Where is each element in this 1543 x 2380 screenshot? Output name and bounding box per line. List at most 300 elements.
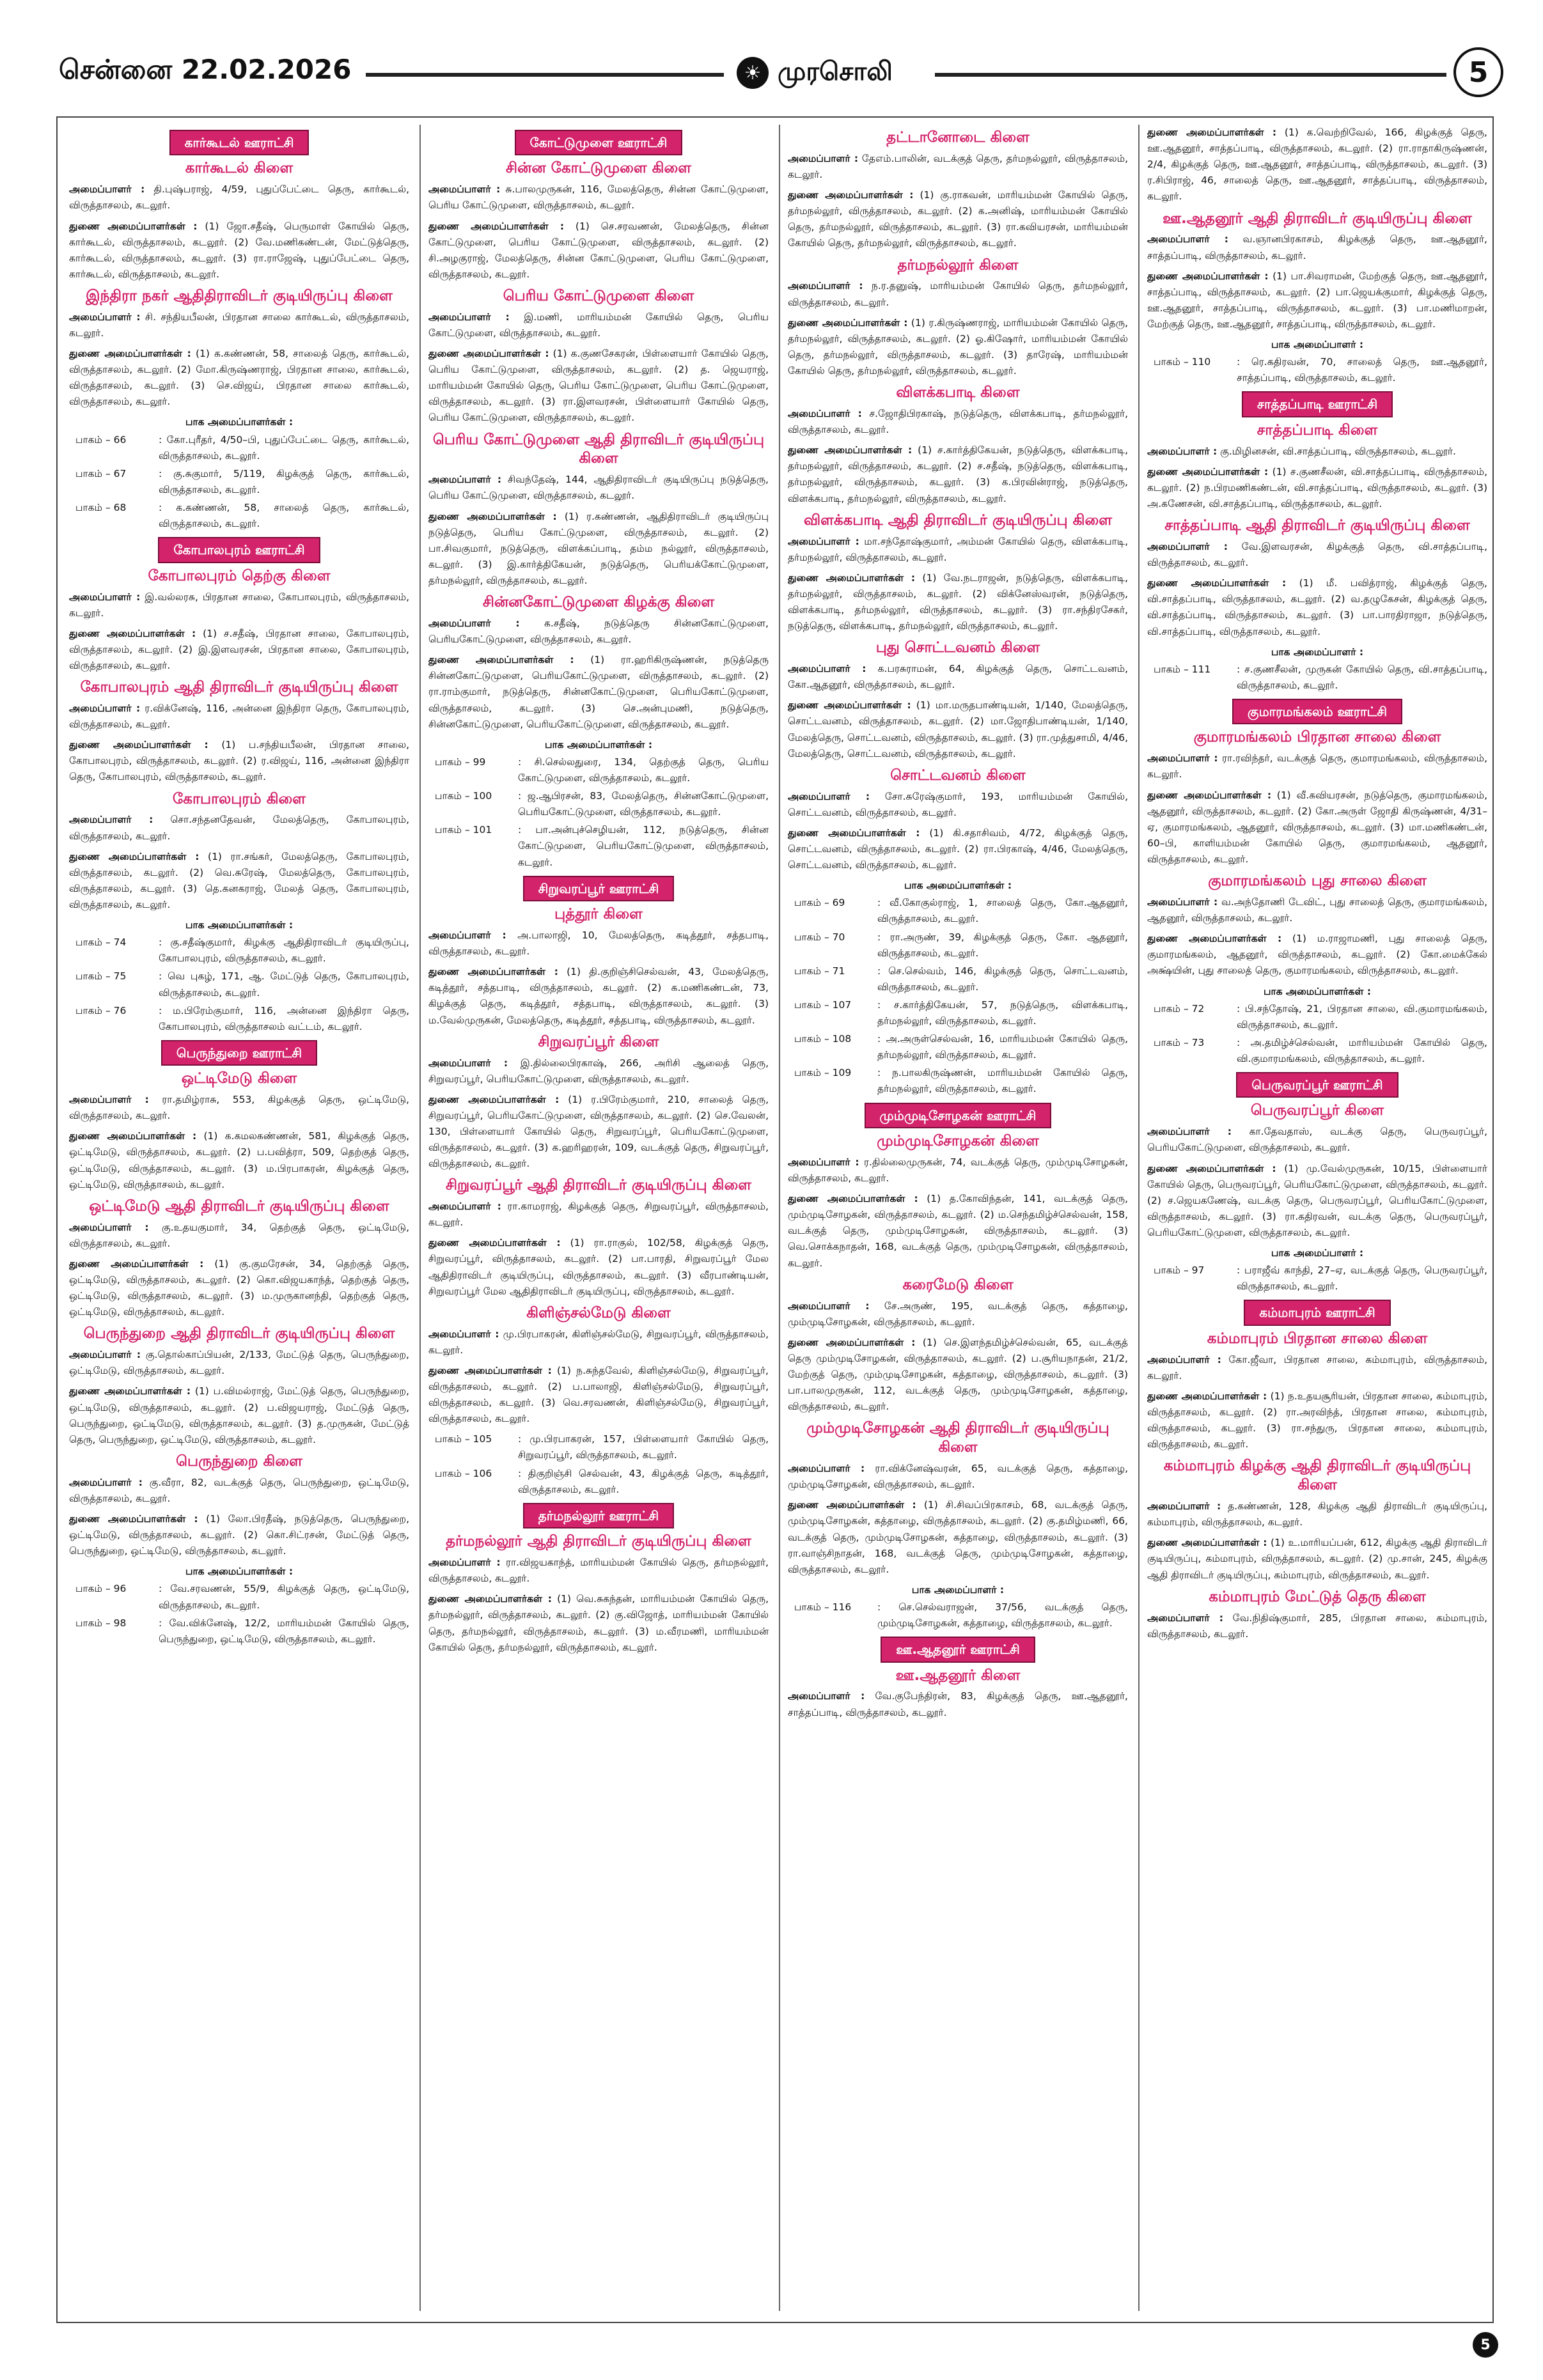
- organizer-details: (1) க.கண்ணன், 58, சாலைத் தெரு, கார்கூடல், விருத்தாசலம், கடலூர். (2) மோ.கிருஷ்ணராஜ், பிரதான சாலை, கார்கூடல், விருத்தாசலம், கடலூர். (3) செ.விஜய், பிரதான சாலை கார்கூடல், விருத்தாசலம், கடலூர்.: [69, 348, 409, 408]
- organizer-details: (1) கு.ராகவன், மாரியம்மன் கோயில் தெரு, தர்மநல்லூர், விருத்தாசலம், கடலூர். (2) க.அனிஷ், மாரியம்மன் கோயில் தெரு, தர்மநல்லூர், விருத்தாசலம், கடலூர். (3) ரா.கவியரசன், மாரியம்மன் கோயில் தெரு, தர்மநல்லூர், விருத்தாசலம், கடலூர்.: [788, 189, 1128, 249]
- ward-row: [69, 466, 409, 498]
- role-label: அமைப்பாளர் :: [788, 152, 859, 164]
- role-label: துணை அமைப்பாளர்கள் :: [1147, 1162, 1276, 1174]
- role-label: துணை அமைப்பாளர்கள் :: [69, 739, 208, 751]
- ward-organizer: : ஜ.ஆபிரசன், 83, மேலத்தெரு, சின்னகோட்டுமுளை, பெரியகோட்டுமுளை, விருத்தாசலம், கடலூர்.: [518, 790, 769, 818]
- organizer-entry: [788, 697, 1128, 761]
- organizer-details: மா.சந்தோஷ்குமார், அம்மன் கோயில் தெரு, விளக்கபாடி, தர்மநல்லூர், விருத்தாசலம், கடலூர்.: [788, 535, 1128, 563]
- role-label: துணை அமைப்பாளர்கள் :: [788, 444, 912, 456]
- ward-organizer: : சி.செல்லதுரை, 134, தெற்குத் தெரு, பெரிய கோட்டுமுளை, விருத்தாசலம், கடலூர்.: [518, 756, 769, 784]
- branch-heading: கோபாலபுரம் கிளை: [172, 790, 306, 807]
- role-label: துணை அமைப்பாளர்கள் :: [69, 1130, 197, 1142]
- organizer-details: (1) ம.ராஜாமணி, புது சாலைத் தெரு, குமாரமங்கலம், ஆதனூர், விருத்தாசலம், கடலூர். (2) கோ.மைக்கேல் அக்ஷ்யின், புது சாலைத் தெரு, குமாரமங்கலம், விருத்தாசலம், கடலூர்.: [1147, 933, 1487, 977]
- branch-heading: தர்மநல்லூர் கிளை: [897, 256, 1019, 274]
- ward-row: [69, 1615, 409, 1647]
- role-label: துணை அமைப்பாளர்கள் :: [1147, 1537, 1267, 1549]
- organizer-entry: [428, 346, 769, 426]
- ward-row: [69, 935, 409, 967]
- ward-number: பாகம் – 71: [794, 965, 845, 977]
- organizer-entry: [788, 789, 1128, 821]
- ward-number: பாகம் – 75: [75, 970, 127, 983]
- role-label: துணை அமைப்பாளர்கள் :: [788, 1336, 916, 1348]
- role-label: அமைப்பாளர் :: [788, 535, 859, 547]
- organizer-details: கு.வீரா, 82, வடக்குத் தெரு, பெருந்துறை, ஒட்டிமேடு, விருத்தாசலம், கடலூர்.: [69, 1476, 409, 1504]
- organizer-entry: [69, 346, 409, 410]
- role-label: அமைப்பாளர் :: [428, 618, 520, 630]
- organizer-details: (1) மா.மருதபாண்டியன், 1/140, மேலத்தெரு, சொட்டவனம், விருத்தாசலம், கடலூர். (2) மா.ஜோதிபாண்டியன், 1/140, மேலத்தெரு, சொட்டவனம், விருத்தாசலம், கடலூர். (3) ரா.முத்துசாமி, 4/46, மேலத்தெரு, சொட்டவனம், விருத்தாசலம், கடலூர்.: [788, 699, 1128, 759]
- ward-organizer: : கு.சதீஷ்குமார், கிழக்கு ஆதிதிராவிடர் குடியிருப்பு, கோபாலபுரம், விருத்தாசலம், கடலூர்.: [159, 937, 409, 965]
- organizer-details: ரா.விக்னேஷ்வரன், 65, வடக்குத் தெரு, கத்தாழை, மும்முடிசோழகன், விருத்தாசலம், கடலூர்.: [788, 1463, 1128, 1491]
- role-label: அமைப்பாளர் :: [788, 1690, 865, 1702]
- ward-number: பாகம் – 109: [794, 1067, 852, 1079]
- organizer-entry: [69, 1475, 409, 1507]
- ward-number: பாகம் – 116: [794, 1601, 852, 1613]
- role-label: துணை அமைப்பாளர்கள் :: [69, 627, 196, 639]
- organizer-details: (1) ஜோ.சதீஷ், பெருமாள் கோயில் தெரு, கார்கூடல், விருத்தாசலம், கடலூர். (2) வே.மணிகண்டன், மேட்டுத்தெரு, கார்கூடல், விருத்தாசலம், கடலூர். (3) ரா.ராஜேஷ், புதுப்பேட்டை தெரு, கார்கூடல், விருத்தாசலம், கடலூர்.: [69, 220, 409, 280]
- role-label: அமைப்பாளர் :: [788, 1156, 859, 1168]
- page-number-badge: 5: [1453, 47, 1503, 97]
- ward-row: [69, 432, 409, 464]
- organizer-details: (1) ந.உதயசூரியன், பிரதான சாலை, கம்மாபுரம், விருத்தாசலம், கடலூர். (2) ரா.அரவிந்த், பிரதான சாலை, கம்மாபுரம், விருத்தாசலம், கடலூர். (3) ரா.சந்துரு, பிரதான சாலை, கம்மாபுரம், விருத்தாசலம், கடலூர்.: [1147, 1390, 1487, 1451]
- organizer-entry: [69, 1256, 409, 1320]
- ward-row: [788, 1065, 1128, 1097]
- ward-organizers-heading: பாக அமைப்பாளர்கள் :: [185, 416, 294, 428]
- panchayat-banner: குமாரமங்கலம் ஊராட்சி: [1232, 699, 1402, 724]
- ward-number: பாகம் – 66: [75, 433, 127, 446]
- ward-number: பாகம் – 108: [794, 1033, 852, 1045]
- ward-row: [69, 1003, 409, 1035]
- branch-heading: குமாரமங்கலம் பிரதான சாலை கிளை: [1193, 729, 1441, 746]
- panchayat-banner: மும்முடிசோழகன் ஊராட்சி: [865, 1103, 1052, 1128]
- role-label: துணை அமைப்பாளர்கள் :: [788, 1193, 918, 1205]
- organizer-entry: [1147, 1610, 1487, 1642]
- branch-heading: கோபாலபுரம் ஆதி திராவிடர் குடியிருப்பு கிளை: [80, 679, 398, 696]
- organizer-details: ர.விக்னேஷ், 116, அன்னை இந்திரா தெரு, கோபாலபுரம், விருத்தாசலம், கடலூர்.: [69, 702, 409, 731]
- ward-row: [69, 968, 409, 1000]
- role-label: துணை அமைப்பாளர்கள் :: [428, 220, 565, 232]
- organizer-details: (1) ப.சந்தியபீலன், பிரதான சாலை, கோபாலபுரம், விருத்தாசலம், கடலூர். (2) ர.விஜய், 116, அன்னை இந்திரா தெரு, கோபாலபுரம், விருத்தாசலம், கடலூர்.: [69, 739, 409, 783]
- ward-number: பாகம் – 73: [1154, 1036, 1205, 1048]
- role-label: அமைப்பாளர் :: [788, 663, 866, 675]
- role-label: துணை அமைப்பாளர்கள் :: [1147, 270, 1269, 282]
- organizer-entry: [1147, 788, 1487, 868]
- branch-heading: சின்னகோட்டுமுளை கிழக்கு கிளை: [482, 594, 715, 611]
- ward-organizer: : வே.சரவணன், 55/9, கிழக்குத் தெரு, ஒட்டிமேடு, விருத்தாசலம், கடலூர்.: [159, 1583, 409, 1611]
- panchayat-banner: கம்மாபுரம் ஊராட்சி: [1244, 1300, 1390, 1325]
- rising-sun-icon: ☀: [737, 57, 769, 89]
- ward-organizer: : செ.செல்வம், 146, கிழக்குத் தெரு, சொட்டவனம், விருத்தாசலம், கடலூர்.: [877, 965, 1128, 993]
- ward-number: பாகம் – 68: [75, 502, 127, 514]
- branch-heading: இந்திரா நகர் ஆதிதிராவிடர் குடியிருப்பு கிளை: [86, 287, 393, 304]
- branch-heading: பெரிய கோட்டுமுளை கிளை: [503, 287, 694, 304]
- organizer-details: (1) ச.சதீஷ், பிரதான சாலை, கோபாலபுரம், விருத்தாசலம், கடலூர். (2) இ.இளவரசன், பிரதான சாலை, கோபாலபுரம், விருத்தாசலம், கடலூர்.: [69, 627, 409, 671]
- organizer-details: வ.அந்தோணி டேவிட், புது சாலைத் தெரு, குமாரமங்கலம், ஆதனூர், விருத்தாசலம், கடலூர்.: [1147, 896, 1487, 924]
- branch-heading: பெருவரப்பூர் கிளை: [1250, 1102, 1384, 1119]
- organizer-entry: [788, 570, 1128, 634]
- newspaper-name: முரசொலி: [778, 56, 893, 86]
- role-label: அமைப்பாளர் :: [788, 1300, 870, 1312]
- ward-organizer: : கோ.புரீதர், 4/50–பி, புதுப்பேட்டை தெரு, கார்கூடல், விருத்தாசலம், கடலூர்.: [159, 433, 409, 462]
- role-label: அமைப்பாளர் :: [428, 1201, 501, 1213]
- role-label: அமைப்பாளர் :: [428, 1557, 501, 1569]
- branch-heading: கிளிஞ்சல்மேடு கிளை: [526, 1304, 671, 1321]
- role-label: துணை அமைப்பாளர்கள் :: [69, 1385, 191, 1397]
- branch-heading: கார்கூடல் கிளை: [185, 160, 294, 177]
- organizer-details: ச.ஜோதிபிரகாஷ், நடுத்தெரு, விளக்கபாடி, தர்மநல்லூர், விருத்தாசலம், கடலூர்.: [788, 407, 1128, 436]
- branch-heading: ஊ.ஆதனூர் ஆதி திராவிடர் குடியிருப்பு கிளை: [1163, 210, 1472, 227]
- column-divider: [419, 125, 421, 2311]
- organizer-details: (1) வே.நடராஜன், நடுத்தெரு, விளக்கபாடி, தர்மநல்லூர், விருத்தாசலம், கடலூர். (2) விக்னேஸ்வரன், நடுத்தெரு, விளக்கபாடி, தர்மநல்லூர், விருத்தாசலம், கடலூர். (3) ரா.சந்திரசேகர், நடுத்தெரு, விளக்கபாடி, தர்மநல்லூர், விருத்தாசலம், கடலூர்.: [788, 572, 1128, 632]
- organizer-details: (1) லோ.பிரதீஷ், நடுத்தெரு, பெருந்துறை, ஒட்டிமேடு, விருத்தாசலம், கடலூர். (2) கொ.சிட்ரசன், மேட்டுத் தெரு, பெருந்துறை, ஒட்டிமேடு, விருத்தாசலம், கடலூர்.: [69, 1513, 409, 1557]
- ward-row: [1147, 1263, 1487, 1295]
- role-label: துணை அமைப்பாளர்கள் :: [1147, 789, 1272, 801]
- organizer-details: (1) சி.சிவப்பிரகாசம், 68, வடக்குத் தெரு, மும்முடிசோழகன், கத்தாழை, விருத்தாசலம், கடலூர். (2) கு.தமிழ்மணி, 66, வடக்குத் தெரு, மும்முடிசோழகன், கத்தாழை, விருத்தாசலம், கடலூர். (3) ரா.வாஞ்சிநாதன், 168, வடக்குத் தெரு, மும்முடிசோழகன், கத்தாழை, விருத்தாசலம், கடலூர்.: [788, 1499, 1128, 1575]
- column-divider: [779, 125, 780, 2311]
- column-2: [428, 125, 769, 2311]
- role-label: துணை அமைப்பாளர்கள் :: [69, 348, 191, 360]
- ward-row: [428, 788, 769, 820]
- organizer-details: (1) கி.சதாசிவம், 4/72, கிழக்குத் தெரு, சொட்டவனம், விருத்தாசலம், கடலூர். (2) ரா.பிரகாஷ், 4/46, மேலத்தெரு, சொட்டவனம், விருத்தாசலம், கடலூர்.: [788, 827, 1128, 871]
- organizer-entry: [788, 1298, 1128, 1330]
- panchayat-banner: பெருவரப்பூர் ஊராட்சி: [1236, 1072, 1398, 1098]
- ward-organizer: : பி.சந்தோஷ், 21, பிரதான சாலை, வி.குமாரமங்கலம், விருத்தாசலம், கடலூர்.: [1237, 1002, 1487, 1031]
- role-label: அமைப்பாளர் :: [1147, 1126, 1232, 1138]
- branch-heading: கம்மாபுரம் பிரதான சாலை கிளை: [1207, 1330, 1428, 1347]
- role-label: துணை அமைப்பாளர்கள் :: [428, 1364, 552, 1376]
- organizer-entry: [788, 406, 1128, 438]
- ward-organizers-heading: பாக அமைப்பாளர் :: [1271, 646, 1364, 658]
- role-label: அமைப்பாளர் :: [1147, 1612, 1223, 1624]
- masthead-rule-right: [935, 73, 1446, 77]
- organizer-details: (1) ப.விமல்ராஜ், மேட்டுத் தெரு, பெருந்துறை, ஒட்டிமேடு, விருத்தாசலம், கடலூர். (2) ப.விஜயராஜ், மேட்டுத் தெரு, பெருந்துறை, ஒட்டிமேடு, விருத்தாசலம், கடலூர். (3) த.முருகன், மேட்டுத் தெரு, பெருந்துறை, ஒட்டிமேடு, விருத்தாசலம், கடலூர்.: [69, 1385, 409, 1445]
- ward-number: பாகம் – 101: [435, 824, 492, 836]
- organizer-entry: [1147, 1535, 1487, 1583]
- organizer-entry: [428, 472, 769, 504]
- organizer-details: (1) க.குணசேகரன், பிள்ளையார் கோயில் தெரு, பெரிய கோட்டுமுளை, விருத்தாசலம், கடலூர். (2) த. ஜெயராஜ், மாரியம்மன் கோயில் தெரு, பெரிய கோட்டுமுளை, பெரிய கோட்டுமுளை, விருத்தாசலம், கடலூர். (3) ரா.இளவரசன், பிள்ளையார் கோயில் தெரு, பெரிய கோட்டுமுளை, விருத்தாசலம், கடலூர்.: [428, 348, 769, 424]
- ward-organizer: : ரா.அருண், 39, கிழக்குத் தெரு, கோ. ஆதனூர், விருத்தாசலம், கடலூர்.: [877, 931, 1128, 959]
- organizer-entry: [1147, 539, 1487, 571]
- ward-row: [428, 1466, 769, 1498]
- organizer-entry: [1147, 268, 1487, 332]
- organizer-entry: [1147, 575, 1487, 639]
- organizer-entry: [69, 219, 409, 283]
- ward-organizer: : பா.அன்புச்செழியன், 112, நடுத்தெரு, சின்ன கோட்டுமுளை, பெரியகோட்டுமுளை, விருத்தாசலம், கடலூர்.: [518, 824, 769, 868]
- role-label: அமைப்பாளர் :: [1147, 445, 1218, 457]
- organizer-details: (1) ர.பிரேம்குமார், 210, சாலைத் தெரு, சிறுவரப்பூர், பெரியகோட்டுமுளை, விருத்தாசலம், கடலூர். (2) செ.வேலன், 130, பிள்ளையார் கோயில் தெரு, சிறுவரப்பூர், பெரியகோட்டுமுளை, விருத்தாசலம், கடலூர். (3) க.ஹரிஹரன், 109, வடக்குத் தெரு, சிறுவரப்பூர், விருத்தாசலம், கடலூர்.: [428, 1093, 769, 1170]
- branch-heading: தர்மநல்லூர் ஆதி திராவிடர் குடியிருப்பு கிளை: [446, 1533, 751, 1550]
- role-label: துணை அமைப்பாளர்கள் :: [428, 654, 574, 666]
- organizer-details: வே.குபேந்திரன், 83, கிழக்குத் தெரு, ஊ.ஆதனூர், சாத்தப்பாடி, விருத்தாசலம், கடலூர்.: [788, 1690, 1128, 1718]
- organizer-details: ந.ர.தனுஷ், மாரியம்மன் கோயில் தெரு, தர்மநல்லூர், விருத்தாசலம், கடலூர்.: [788, 280, 1128, 308]
- ward-row: [428, 1431, 769, 1463]
- organizer-details: ரா.காமராஜ், கிழக்குத் தெரு, சிறுவரப்பூர், விருத்தாசலம், கடலூர்.: [428, 1201, 769, 1229]
- role-label: அமைப்பாளர் :: [1147, 1500, 1221, 1513]
- branch-heading: பெருந்துறை கிளை: [176, 1452, 302, 1470]
- role-label: துணை அமைப்பாளர்கள் :: [788, 1499, 916, 1511]
- organizer-entry: [69, 1511, 409, 1559]
- footer-page-number: 5: [1473, 2332, 1498, 2358]
- branch-heading: ஒட்டிமேடு கிளை: [181, 1070, 297, 1087]
- role-label: துணை அமைப்பாளர்கள் :: [428, 510, 557, 522]
- role-label: அமைப்பாளர் :: [788, 280, 863, 292]
- role-label: துணை அமைப்பாளர்கள் :: [788, 699, 911, 712]
- ward-organizer: : வே.விக்னேஷ், 12/2, மாரியம்மன் கோயில் தெரு, பெருந்துறை, ஒட்டிமேடு, விருத்தாசலம், கடலூர்.: [159, 1617, 409, 1645]
- organizer-entry: [69, 589, 409, 621]
- organizer-entry: [428, 652, 769, 733]
- branch-heading: கம்மாபுரம் கிழக்கு ஆதி திராவிடர் குடியிருப்பு கிளை: [1163, 1458, 1471, 1494]
- role-label: அமைப்பாளர் :: [1147, 1353, 1221, 1365]
- role-label: அமைப்பாளர் :: [69, 814, 153, 826]
- organizer-details: இ.தில்லைபிரகாஷ், 266, அரிசி ஆலைத் தெரு, சிறுவரப்பூர், பெரியகோட்டுமுளை, விருத்தாசலம், கடலூர்.: [428, 1057, 769, 1085]
- organizer-details: வே.நிதிஷ்குமார், 285, பிரதான சாலை, கம்மாபுரம், விருத்தாசலம், கடலூர்.: [1147, 1612, 1487, 1640]
- organizer-details: (1) வெ.சுகந்தன், மாரியம்மன் கோயில் தெரு, தர்மநல்லூர், விருத்தாசலம், கடலூர். (2) கு.விஜோத், மாரியம்மன் கோயில் தெரு, தர்மநல்லூர், விருத்தாசலம், கடலூர். (3) ம.வீரமணி, மாரியம்மன் கோயில் தெரு, தர்மநல்லூர், விருத்தாசலம், கடலூர்.: [428, 1593, 769, 1653]
- organizer-entry: [788, 187, 1128, 251]
- organizer-details: (1) ரா.ஹரிகிருஷ்ணன், நடுத்தெரு சின்னகோட்டுமுளை, பெரியகோட்டுமுளை, விருத்தாசலம், கடலூர். (2) ரா.ராம்குமார், நடுத்தெரு, சின்னகோட்டுமுளை, பெரியகோட்டுமுளை, விருத்தாசலம், கடலூர். (3) செ.அன்புமணி, நடுத்தெரு, சின்னகோட்டுமுளை, பெரியகோட்டுமுளை, விருத்தாசலம், கடலூர்.: [428, 654, 769, 730]
- ward-organizer: : க.கண்ணன், 58, சாலைத் தெரு, கார்கூடல், விருத்தாசலம், கடலூர்.: [159, 502, 409, 530]
- organizer-entry: [69, 849, 409, 913]
- organizer-details: கு.மிழினசன், வி.சாத்தப்பாடி, விருத்தாசலம், கடலூர்.: [1217, 445, 1456, 457]
- role-label: துணை அமைப்பாளர்கள் :: [788, 572, 916, 584]
- organizer-details: ரா.ரவிந்தர், வடக்குத் தெரு, குமாரமங்கலம், விருத்தாசலம், கடலூர்.: [1147, 752, 1487, 781]
- column-1: [69, 125, 409, 2311]
- branch-heading: பெரிய கோட்டுமுளை ஆதி திராவிடர் குடியிருப்பு கிளை: [432, 431, 765, 467]
- panchayat-banner: ஊ.ஆதனூர் ஊராட்சி: [881, 1637, 1035, 1662]
- organizer-details: (1) ரா.சங்கர், மேலத்தெரு, கோபாலபுரம், விருத்தாசலம், கடலூர். (2) வெ.சுரேஷ், மேலத்தெரு, கோபாலபுரம், விருத்தாசலம், கடலூர். (3) தெ.கனகராஜ், மேலத் தெரு, கோபாலபுரம், விருத்தாசலம், கடலூர்.: [69, 850, 409, 910]
- role-label: துணை அமைப்பாளர்கள் :: [428, 1237, 561, 1249]
- panchayat-banner: சாத்தப்பாடி ஊராட்சி: [1242, 391, 1393, 417]
- organizer-entry: [1147, 931, 1487, 979]
- organizer-entry: [788, 1191, 1128, 1272]
- ward-number: பாகம் – 98: [75, 1617, 127, 1629]
- organizer-entry: [69, 309, 409, 341]
- branch-heading: கரைமேடு கிளை: [902, 1276, 1014, 1293]
- organizer-details: சொ.சந்தனதேவன், மேலத்தெரு, கோபாலபுரம், விருத்தாசலம், கடலூர்.: [69, 814, 409, 842]
- column-3: [788, 125, 1128, 2311]
- branch-heading: மும்முடிசோழகன் கிளை: [877, 1132, 1039, 1149]
- ward-row: [69, 500, 409, 532]
- organizer-entry: [1147, 1161, 1487, 1241]
- role-label: அமைப்பாளர் :: [69, 1094, 149, 1106]
- role-label: துணை அமைப்பாளர்கள் :: [788, 316, 908, 329]
- branch-heading: புது சொட்டவனம் கிளை: [875, 639, 1040, 657]
- organizer-details: க.பரசுராமன், 64, கிழக்குத் தெரு, சொட்டவனம், கோ.ஆதனூர், விருத்தாசலம், கடலூர்.: [788, 663, 1128, 691]
- organizer-details: ரா.தமிழ்ராசு, 553, கிழக்குத் தெரு, ஒட்டிமேடு, விருத்தாசலம், கடலூர்.: [69, 1094, 409, 1122]
- organizer-entry: [428, 616, 769, 648]
- ward-number: பாகம் – 99: [435, 756, 486, 768]
- organizer-details: (1) தி.குறிஞ்சிசெல்வன், 43, மேலத்தெரு, கடித்தூர், சத்தபாடி, விருத்தாசலம், கடலூர். (2) க.மணிகண்டன், 73, கிழக்குத் தெரு, கடித்தூர், சத்தபாடி, விருத்தாசலம், கடலூர். (3) ம.வேல்முருகன், மேலத்தெரு, கடித்தூர், சத்தபாடி, விருத்தாசலம், கடலூர்.: [428, 966, 769, 1026]
- organizer-entry: [1147, 1124, 1487, 1156]
- role-label: துணை அமைப்பாளர்கள் :: [1147, 933, 1282, 945]
- organizer-details: (1) வீ.கவியரசன், நடுத்தெரு, குமாரமங்கலம், ஆதனூர், விருத்தாசலம், கடலூர். (2) கோ.அருள் ஜோதி கிருஷ்ணன், 4/31–ஏ, குமாரமங்கலம், ஆதனூர், விருத்தாசலம், கடலூர். (3) மா.மணிகண்டன், 60–பி, காளியம்மன் கோயில் தெரு, குமாரமங்கலம், ஆதனூர், விருத்தாசலம், கடலூர்.: [1147, 789, 1487, 865]
- branch-heading: ஒட்டிமேடு ஆதி திராவிடர் குடியிருப்பு கிளை: [89, 1197, 389, 1215]
- organizer-details: க.சதீஷ், நடுத்தெரு சின்னகோட்டுமுளை, பெரியகோட்டுமுளை, விருத்தாசலம், கடலூர்.: [428, 618, 769, 646]
- ward-number: பாகம் – 97: [1154, 1264, 1205, 1277]
- ward-row: [428, 754, 769, 786]
- masthead: [33, 50, 1510, 96]
- organizer-details: சி. சந்தியபீலன், பிரதான சாலை கார்கூடல், விருத்தாசலம், கடலூர்.: [69, 311, 409, 339]
- organizer-details: (1) ச.கார்த்திகேயன், நடுத்தெரு, விளக்கபாடி, தர்மநல்லூர், விருத்தாசலம், கடலூர். (2) ச.சதீஷ், நடுத்தெரு, விளக்கபாடி, தர்மநல்லூர், விருத்தாசலம், கடலூர். (3) க.பிரவின்ராஜ், நடுத்தெரு, விளக்கபாடி, தர்மநல்லூர், விருத்தாசலம், கடலூர்.: [788, 444, 1128, 504]
- ward-organizers-heading: பாக அமைப்பாளர் :: [911, 1583, 1005, 1596]
- organizer-details: கோ.ஜீவா, பிரதான சாலை, கம்மாபுரம், விருத்தாசலம், கடலூர்.: [1147, 1353, 1487, 1381]
- branch-heading: சொட்டவனம் கிளை: [890, 766, 1026, 784]
- role-label: துணை அமைப்பாளர்கள் :: [788, 827, 920, 839]
- organizer-details: த.கண்ணன், 128, கிழக்கு ஆதி திராவிடர் குடியிருப்பு, கம்மாபுரம், விருத்தாசலம், கடலூர்.: [1147, 1500, 1487, 1528]
- organizer-entry: [1147, 464, 1487, 512]
- organizer-details: சே.அருண், 195, வடக்குத் தெரு, கத்தாழை, மும்முடிசோழகன், விருத்தாசலம், கடலூர்.: [788, 1300, 1128, 1328]
- organizer-entry: [428, 1326, 769, 1358]
- role-label: துணை அமைப்பாளர்கள் :: [1147, 465, 1269, 478]
- branch-heading: சிறுவரப்பூர் ஆதி திராவிடர் குடியிருப்பு கிளை: [445, 1177, 752, 1194]
- organizer-entry: [788, 825, 1128, 873]
- organizer-details: வ.ஞானபிரகாசம், கிழக்குத் தெரு, ஊ.ஆதனூர், சாத்தப்பாடி, விருத்தாசலம், கடலூர்.: [1147, 233, 1487, 261]
- ward-row: [428, 822, 769, 870]
- branch-heading: விளக்கபாடி கிளை: [896, 384, 1020, 401]
- ward-row: [1147, 1001, 1487, 1033]
- role-label: துணை அமைப்பாளர்கள் :: [788, 189, 914, 201]
- ward-organizers-heading: பாக அமைப்பாளர்கள் :: [185, 919, 294, 931]
- organizer-details: கு.தொல்காப்பியன், 2/133, மேட்டுத் தெரு, பெருந்துறை, ஒட்டிமேடு, விருத்தாசலம், கடலூர்.: [69, 1349, 409, 1377]
- ward-row: [1147, 662, 1487, 694]
- organizer-entry: [1147, 444, 1487, 460]
- ward-organizer: : ம.பிரேம்குமார், 116, அன்னை இந்திரா தெரு, கோபாலபுரம், விருத்தாசலம் வட்டம், கடலூர்.: [159, 1004, 409, 1032]
- organizer-details: (1) ந.சுந்தவேல், கிளிஞ்சல்மேடு, சிறுவரப்பூர், விருத்தாசலம், கடலூர். (2) ப.பாலாஜி, கிளிஞ்சல்மேடு, சிறுவரப்பூர், விருத்தாசலம், கடலூர். (3) வெ.சரவணன், கிளிஞ்சல்மேடு, சிறுவரப்பூர், விருத்தாசலம், கடலூர்.: [428, 1364, 769, 1425]
- ward-number: பாகம் – 111: [1154, 663, 1211, 675]
- organizer-entry: [428, 1092, 769, 1172]
- organizer-details: (1) மீ. பவித்ராஜ், கிழக்குத் தெரு, வி.சாத்தப்பாடி, விருத்தாசலம், கடலூர். (2) வ.தழுகேசன், கிழக்குத் தெரு, வி.சாத்தப்பாடி, விருத்தாசலம், கடலூர். (3) பா.பாரதிராஜா, நடுத்தெரு, வி.சாத்தப்பாடி, விருத்தாசலம், கடலூர்.: [1147, 577, 1487, 637]
- ward-row: [1147, 354, 1487, 386]
- organizer-details: (1) கு.குமரேசன், 34, தெற்குத் தெரு, ஒட்டிமேடு, விருத்தாசலம், கடலூர். (2) கொ.விஜயகாந்த், தெற்குத் தெரு, ஒட்டிமேடு, விருத்தாசலம், கடலூர். (3) ம.முருகானந்தி, தெற்குத் தெரு, ஒட்டிமேடு, விருத்தாசலம், கடலூர்.: [69, 1257, 409, 1318]
- branch-heading: குமாரமங்கலம் புது சாலை கிளை: [1208, 873, 1427, 890]
- ward-organizers-heading: பாக அமைப்பாளர்கள் :: [544, 738, 653, 751]
- ward-organizer: : ச.கார்த்திகேயன், 57, நடுத்தெரு, விளக்கபாடி, தர்மநல்லூர், விருத்தாசலம், கடலூர்.: [877, 999, 1128, 1027]
- branch-heading: சிறுவரப்பூர் கிளை: [538, 1033, 659, 1050]
- role-label: துணை அமைப்பாளர்கள் :: [69, 1513, 198, 1525]
- ward-organizer: : மு.பிரபாகரன், 157, பிள்ளையார் கோயில் தெரு, சிறுவரப்பூர், விருத்தாசலம், கடலூர்.: [518, 1433, 769, 1461]
- organizer-entry: [788, 534, 1128, 566]
- ward-number: பாகம் – 110: [1154, 356, 1211, 368]
- role-label: அமைப்பாளர் :: [428, 183, 501, 196]
- organizer-details: ர.தில்லைமுருகன், 74, வடக்குத் தெரு, மும்முடிசோழகன், விருத்தாசலம், கடலூர்.: [788, 1156, 1128, 1184]
- ward-organizer: : வீ.கோகுல்ராஜ், 1, சாலைத் தெரு, கோ.ஆதனூர், விருத்தாசலம், கடலூர்.: [877, 897, 1128, 925]
- branch-heading: கோபாலபுரம் தெற்கு கிளை: [148, 567, 331, 584]
- ward-row: [1147, 1035, 1487, 1067]
- organizer-details: (1) ர.கிருஷ்ணராஜ், மாரியம்மன் கோயில் தெரு, தர்மநல்லூர், விருத்தாசலம், கடலூர். (2) ஓ.கிஷோர், மாரியம்மன் கோயில் தெரு, தர்மநல்லூர், விருத்தாசலம், கடலூர். (3) தாரேஷ், மாரியம்மன் கோயில் தெரு, தர்மநல்லூர், விருத்தாசலம், கடலூர்.: [788, 316, 1128, 377]
- organizer-details: (1) ரா.ராகுல், 102/58, கிழக்குத் தெரு, சிறுவரப்பூர், விருத்தாசலம், கடலூர். (2) பா.பாரதி, சிறுவரப்பூர் மேல ஆதிதிராவிடர் குடியிருப்பு, விருத்தாசலம், கடலூர். (3) வீரபாண்டியன், சிறுவரப்பூர் மேல ஆதிதிராவிடர் குடியிருப்பு, விருத்தாசலம், கடலூர்.: [428, 1237, 769, 1297]
- ward-row: [788, 963, 1128, 995]
- organizer-entry: [69, 1220, 409, 1252]
- organizer-details: (1) ச.குணசீலன், வி.சாத்தப்பாடி, விருத்தாசலம், கடலூர். (2) ந.பிரமணிகண்டன், வி.சாத்தப்பாடி, விருத்தாசலம், கடலூர். (3) அ.கணேசன், வி.சாத்தப்பாடி, விருத்தாசலம், கடலூர்.: [1147, 465, 1487, 510]
- role-label: துணை அமைப்பாளர்கள் :: [428, 1093, 560, 1105]
- role-label: அமைப்பாளர் :: [69, 702, 141, 714]
- organizer-details: (1) செ.இளந்தமிழ்ச்செல்வன், 65, வடக்குத் தெரு மும்முடிசோழகன், விருத்தாசலம், கடலூர். (2) ப.சூரியநாதன், 21/2, மேற்குத் தெரு, மும்முடிசோழகன், கத்தாழை, விருத்தாசலம், கடலூர். (3) பா.பாலமுருகன், 112, வடக்குத் தெரு, மும்முடிசோழகன், கத்தாழை, விருத்தாசலம், கடலூர்.: [788, 1336, 1128, 1413]
- ward-organizer: : அ.தமிழ்ச்செல்வன், மாரியம்மன் கோயில் தெரு, வி.குமாரமங்கலம், விருத்தாசலம், கடலூர்.: [1237, 1036, 1487, 1064]
- organizer-entry: [428, 1555, 769, 1587]
- organizer-entry: [428, 219, 769, 283]
- organizer-details: தேஎம்.பாலின், வடக்குத் தெரு, தர்மநல்லூர், விருத்தாசலம், கடலூர்.: [788, 152, 1128, 180]
- ward-organizer: : வெ புகழ், 171, ஆ. மேட்டுத் தெரு, கோபாலபுரம், விருத்தாசலம், கடலூர்.: [159, 970, 409, 999]
- organizer-entry: [69, 737, 409, 785]
- organizer-details: (1) உ.மாரியப்பன், 612, கிழக்கு ஆதி திராவிடர் குடியிருப்பு, கம்மாபுரம், விருத்தாசலம், கடலூர். (2) மு.சான், 245, கிழக்கு ஆதி திராவிடர் குடியிருப்பு, கம்மாபுரம், விருத்தாசலம், கடலூர்.: [1147, 1537, 1487, 1581]
- role-label: துணை அமைப்பாளர்கள் :: [1147, 577, 1287, 589]
- organizer-details: ரா.விஜயகாந்த், மாரியம்மன் கோயில் தெரு, தர்மநல்லூர், விருத்தாசலம், கடலூர்.: [428, 1557, 769, 1585]
- ward-number: பாகம் – 70: [794, 931, 845, 943]
- organizer-entry: [1147, 1352, 1487, 1384]
- role-label: அமைப்பாளர் :: [428, 474, 502, 486]
- organizer-entry: [788, 278, 1128, 310]
- organizer-entry: [428, 964, 769, 1028]
- branch-heading: ஊ.ஆதனூர் கிளை: [895, 1667, 1021, 1684]
- ward-organizer: : ச.குணசீலன், முருகன் கோயில் தெரு, வி.சாத்தப்பாடி, விருத்தாசலம், கடலூர்.: [1237, 663, 1487, 691]
- organizer-details: கா.தேவதாஸ், வடக்கு தெரு, பெருவரப்பூர், பெரியகோட்டுமுளை, விருத்தாசலம், கடலூர்.: [1147, 1126, 1487, 1154]
- organizer-entry: [69, 1128, 409, 1192]
- role-label: துணை அமைப்பாளர்கள் :: [69, 850, 200, 862]
- ward-organizer: : ந.பாலகிருஷ்ணன், மாரியம்மன் கோயில் தெரு, தர்மநல்லூர், விருத்தாசலம், கடலூர்.: [877, 1067, 1128, 1095]
- organizer-entry: [788, 315, 1128, 379]
- role-label: துணை அமைப்பாளர்கள் :: [1147, 127, 1277, 138]
- ward-organizers-heading: பாக அமைப்பாளர்கள் :: [1263, 985, 1372, 997]
- organizer-details: (1) க.கமலகண்ணன், 581, கிழக்குத் தெரு, ஒட்டிமேடு, விருத்தாசலம், கடலூர். (2) ப.பவித்ரா, 509, தெற்குத் தெரு, ஒட்டிமேடு, விருத்தாசலம், கடலூர். (3) ம.பிரபாகரன், கிழக்குத் தெரு, ஒட்டிமேடு, விருத்தாசலம், கடலூர்.: [69, 1130, 409, 1190]
- organizer-entry: [69, 701, 409, 733]
- role-label: அமைப்பாளர் :: [428, 929, 506, 941]
- organizer-entry: [428, 928, 769, 960]
- organizer-entry: [428, 309, 769, 341]
- organizer-details: சோ.சுரேஷ்குமார், 193, மாரியம்மன் கோயில், சொட்டவனம், விருத்தாசலம், கடலூர்.: [788, 790, 1128, 818]
- organizer-details: (1) த.கோவிந்தன், 141, வடக்குத் தெரு, மும்முடிசோழகன், விருத்தாசலம், கடலூர். (2) ம.செந்தமிழ்ச்செல்வன், 158, வடக்குத் தெரு, மும்முடிசோழகன், விருத்தாசலம், கடலூர். (3) வெ.சொக்கநாதன், 168, வடக்குத் தெரு, மும்முடிசோழகன், விருத்தாசலம், கடலூர்.: [788, 1193, 1128, 1269]
- role-label: அமைப்பாளர் :: [788, 407, 862, 419]
- organizer-entry: [788, 1155, 1128, 1186]
- ward-number: பாகம் – 72: [1154, 1002, 1205, 1015]
- organizer-details: (1) ர.கண்ணன், ஆதிதிராவிடர் குடியிருப்பு நடுத்தெரு, பெரிய கோட்டுமுளை, விருத்தாசலம், கடலூர். (2) பா.சிவகுமார், நடுத்தெரு, விளக்கப்பாடி, தம்ம நல்லூர், விருத்தாசலம், கடலூர். (3) இ.கார்த்திகேயன், நடுத்தெரு, பெரியக்கோட்டுமுளை, தர்மநல்லூர், விருத்தாசலம், கடலூர்.: [428, 510, 769, 587]
- panchayat-banner: சிறுவரப்பூர் ஊராட்சி: [523, 876, 675, 901]
- role-label: துணை அமைப்பாளர்கள் :: [69, 220, 198, 232]
- organizer-entry: [788, 1335, 1128, 1415]
- organizer-entry: [69, 1347, 409, 1379]
- organizer-details: இ.மணி, மாரியம்மன் கோயில் தெரு, பெரிய கோட்டுமுளை, விருத்தாசலம், கடலூர்.: [428, 311, 769, 339]
- ward-organizer: : ரெ.கதிரவன், 70, சாலைத் தெரு, ஊ.ஆதனூர், சாத்தப்பாடி, விருத்தாசலம், கடலூர்.: [1237, 356, 1487, 384]
- organizer-details: வே.இளவரசன், கிழக்குத் தெரு, வி.சாத்தப்பாடி, விருத்தாசலம், கடலூர்.: [1147, 541, 1487, 569]
- ward-organizer: : செ.செல்வராஜன், 37/56, வடக்குத் தெரு, மும்முடிசோழகன், கத்தாழை, விருத்தாசலம், கடலூர்.: [877, 1601, 1128, 1629]
- ward-row: [788, 997, 1128, 1029]
- ward-row: [788, 929, 1128, 961]
- role-label: அமைப்பாளர் :: [1147, 541, 1228, 553]
- ward-number: பாகம் – 106: [435, 1467, 492, 1479]
- branch-heading: சாத்தப்பாடி ஆதி திராவிடர் குடியிருப்பு கிளை: [1164, 517, 1470, 534]
- role-label: அமைப்பாளர் :: [428, 1057, 508, 1069]
- ward-number: பாகம் – 67: [75, 467, 127, 479]
- branch-heading: பெருந்துறை ஆதி திராவிடர் குடியிருப்பு கிளை: [83, 1325, 395, 1342]
- role-label: அமைப்பாளர் :: [69, 311, 141, 323]
- organizer-entry: [428, 1235, 769, 1299]
- branch-heading: சின்ன கோட்டுமுளை கிளை: [506, 160, 691, 177]
- ward-organizer: : திகுறிஞ்சி செல்வன், 43, கிழக்குத் தெரு, கடித்தூர், விருத்தாசலம், கடலூர்.: [518, 1467, 769, 1495]
- role-label: அமைப்பாளர் :: [69, 183, 145, 196]
- organizer-entry: [428, 509, 769, 589]
- organizer-entry: [428, 1363, 769, 1427]
- organizer-details: அ.பாலாஜி, 10, மேலத்தெரு, கடித்தூர், சத்தபாடி, விருத்தாசலம், கடலூர்.: [428, 929, 769, 958]
- ward-number: பாகம் – 74: [75, 937, 127, 949]
- organizer-entry: [788, 661, 1128, 693]
- organizer-details: சிவந்தேஷ், 144, ஆதிதிராவிடர் குடியிருப்பு நடுத்தெரு, பெரிய கோட்டுமுளை, விருத்தாசலம், கடலூர்.: [428, 474, 769, 502]
- ward-organizer: : பராஜீவ் காந்தி, 27–ஏ, வடக்குத் தெரு, பெருவரப்பூர், விருத்தாசலம், கடலூர்.: [1237, 1264, 1487, 1293]
- ward-number: பாகம் – 76: [75, 1004, 127, 1016]
- role-label: அமைப்பாளர் :: [428, 311, 510, 323]
- ward-number: பாகம் – 100: [435, 790, 492, 802]
- panchayat-banner: பெருந்துறை ஊராட்சி: [161, 1040, 317, 1066]
- role-label: அமைப்பாளர் :: [1147, 233, 1228, 245]
- organizer-details: (1) பா.சிவராமன், மேற்குத் தெரு, ஊ.ஆதனூர், சாத்தப்பாடி, விருத்தாசலம், கடலூர். (2) பா.ஜெயக்குமார், கிழக்குத் தெரு, ஊ.ஆதனூர், சாத்தப்பாடி, விருத்தாசலம், கடலூர். (3) பா.மணிமாறன், மேற்குத் தெரு, ஊ.ஆதனூர், சாத்தப்பாடி, விருத்தாசலம், கடலூர்.: [1147, 270, 1487, 330]
- branch-heading: மும்முடிசோழகன் ஆதி திராவிடர் குடியிருப்பு கிளை: [806, 1420, 1109, 1456]
- organizer-entry: [69, 1092, 409, 1124]
